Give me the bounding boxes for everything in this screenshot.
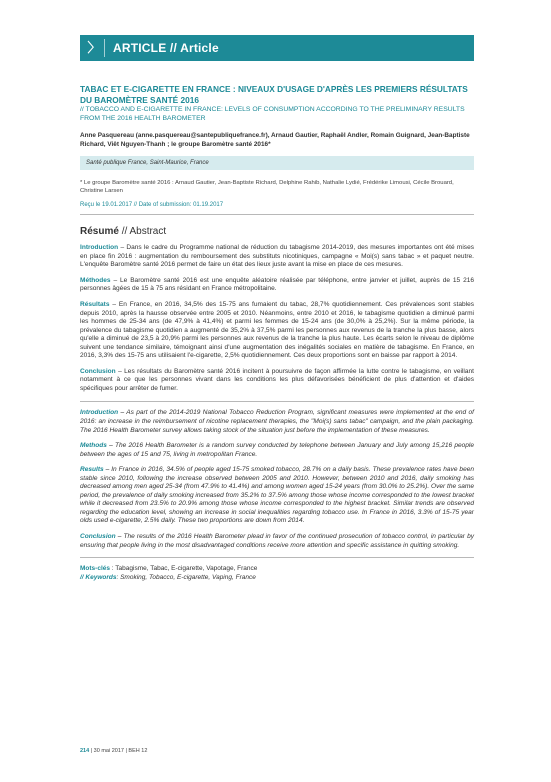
abstract-fr-conclusion bbox=[80, 368, 474, 394]
section-text: – In France in 2016, 34.5% of people aged 15-75 smoked tobacco, 28.7% on a daily basis. These prevalence rates have been stable since 2010, following the increase observed between 2005 and 2010. However, between 2010 and 2016, daily smoking has decreased among men aged 25-34 (from 47.9% to 41.4%) and among women aged 15-24 years (from 30.0% to 25.2%). Over the same period, the prevalence of daily smoking increased from 35.2% to 37.5% among those whose income corresponded to the lowest bracket while it decreased from 23.5% to 20.9% among those whose income corresponded to the highest bracket. Similar trends are observed regarding the education level, showing an increase in social inequalities regarding tobacco use. In France in 2016, 3.3% of 15-75 year olds used e-cigarette, 2.5% daily. These two proportions are down from 2014. bbox=[80, 466, 474, 525]
abstract-fr-methods bbox=[80, 277, 474, 294]
keywords-en bbox=[80, 574, 474, 583]
page-footer bbox=[80, 748, 147, 754]
section-label: Résultats bbox=[80, 300, 110, 308]
section-label: Conclusion bbox=[80, 367, 116, 375]
section-text: – As part of the 2014-2019 National Tobacco Reduction Program, significant measures were implemented at the end of 2016: an increase in the reimbursement of nicotine replacement therapies, the "Moi(s) sans tabac" campaign, and the plain packaging. The 2016 Health Barometer survey allows taking stock of the situation just before the implementation of these measures. bbox=[80, 409, 474, 434]
abstract-heading bbox=[80, 226, 474, 237]
divider bbox=[80, 401, 474, 402]
keywords-en-label: // Keywords bbox=[80, 573, 117, 581]
abstract-en-methods bbox=[80, 442, 474, 459]
abstract-en-results bbox=[80, 466, 474, 526]
article-label: ARTICLE // Article bbox=[113, 41, 219, 55]
group-footnote: * Le groupe Baromètre santé 2016 : Arnaud Gautier, Jean-Baptiste Richard, Delphine Rahib, Nathalie Lydié, Frédérike Limousi, Cécile Brouard, Christine Larsen bbox=[80, 180, 454, 195]
section-text: – The results of the 2016 Health Barometer plead in favor of the continued prosecution of tobacco control, in particular by ensuring that people living in the most disadvantaged conditions receive more attention and specific assistance in quitting smoking. bbox=[80, 532, 474, 549]
abstract-fr-results bbox=[80, 301, 474, 361]
section-label: Conclusion bbox=[80, 532, 116, 540]
section-label: Results bbox=[80, 466, 104, 474]
section-label: Methods bbox=[80, 442, 107, 450]
section-label: Méthodes bbox=[80, 276, 111, 284]
section-label: Introduction bbox=[80, 409, 119, 417]
section-text: – Le Baromètre santé 2016 est une enquête aléatoire réalisée par téléphone, entre janvier et juillet, auprès de 15 216 personnes âgées de 15 à 75 ans résidant en France métropolitaine. bbox=[80, 276, 474, 293]
abstract-heading-en: // Abstract bbox=[121, 226, 167, 238]
section-text: – The 2016 Health Barometer is a random survey conducted by telephone between January and July among 15,216 people between the ages of 15 and 75, living in metropolitan France. bbox=[80, 442, 474, 458]
title-english: // TOBACCO AND E-CIGARETTE IN FRANCE: LEVELS OF CONSUMPTION ACCORDING TO THE PRELIMINARY RESULTS FROM THE 2016 HEALTH BAROMETER bbox=[80, 106, 465, 122]
chevron-right-icon: 〉 bbox=[84, 39, 105, 57]
keywords-block bbox=[80, 557, 474, 582]
section-label: Introduction bbox=[80, 244, 119, 252]
article-content bbox=[80, 70, 474, 582]
abstract-fr-introduction bbox=[80, 244, 474, 270]
abstract-en-introduction bbox=[80, 409, 474, 435]
issue-info: | 30 mai 2017 | BEH 12 bbox=[89, 748, 148, 754]
title-french: TABAC ET E-CIGARETTE EN FRANCE : NIVEAUX D'USAGE D'APRÈS LES PREMIERS RÉSULTATS DU BAROMÈTRE SANTÉ 2016 bbox=[80, 84, 468, 105]
keywords-fr-text: : Tabagisme, Tabac, E-cigarette, Vapotage, France bbox=[109, 565, 258, 573]
keywords-fr-label: Mots-clés bbox=[80, 565, 110, 573]
section-text: – Dans le cadre du Programme national de réduction du tabagisme 2014-2019, des mesures importantes ont été mises en place fin 2016 : augmentation du remboursement des substituts nicotiniques, campagne « Moi(s) sans tabac » et paquet neutre. L'enquête Baromètre santé 2016 permet de faire un état des lieux juste avant la mise en place de ces mesures. bbox=[80, 244, 474, 269]
keywords-fr bbox=[80, 565, 474, 574]
section-text: – En France, en 2016, 34,5% des 15-75 ans fumaient du tabac, 28,7% quotidiennement. Ces prévalences sont stables depuis 2010, après la hausse observée entre 2005 et 2010. Néanmoins, entre 2010 et 2016, le tabagisme quotidien a diminué parmi les hommes de 25-34 ans (de 47,9% à 41,4%) et parmi les femmes de 15-24 ans (de 30,0% à 25,2%). Sur la même période, la prévalence du tabagisme quotidien a augmenté de 35,2% à 37,5% parmi les personnes aux revenus de la tranche la plus basse, alors qu'elle a diminué de 23,5 à 20,9% parmi les personnes aux revenus de la tranche la plus haute. Les écarts selon le niveau de diplôme suivent une tendance similaire, témoignant ainsi d'une augmentation des inégalités sociales en matière de tabagisme. En France, en 2016, 3,3% des 15-75 ans utilisaient l'e-cigarette, 2,5% quotidiennement. Ces deux proportions sont en baisse par rapport à 2014. bbox=[80, 300, 474, 360]
authors: Anne Pasquereau (anne.pasquereau@santepubliquefrance.fr), Arnaud Gautier, Raphaël Andler, Romain Guignard, Jean-Baptiste Richard, Viêt Nguyen-Thanh ; le groupe Baromètre santé 2016* bbox=[80, 132, 470, 148]
page-number: 214 bbox=[80, 748, 90, 754]
abstract-en-conclusion bbox=[80, 533, 474, 550]
received-date: Reçu le 19.01.2017 // Date of submission: 01.19.2017 bbox=[80, 202, 474, 215]
abstract-heading-fr: Résumé bbox=[80, 226, 119, 238]
affiliation: Santé publique France, Saint-Maurice, France bbox=[80, 156, 474, 170]
keywords-en-text: : Smoking, Tobacco, E-cigarette, Vaping, France bbox=[116, 573, 256, 581]
section-text: – Les résultats du Baromètre santé 2016 incitent à poursuivre de façon affirmée la lutte contre le tabagisme, en veillant notamment à ce que les personnes vivant dans les conditions les plus défavorisées bénéficient de plus d'attention et d'aides spécifiques pour arrêter de fumer. bbox=[80, 367, 474, 392]
article-banner bbox=[80, 35, 474, 61]
